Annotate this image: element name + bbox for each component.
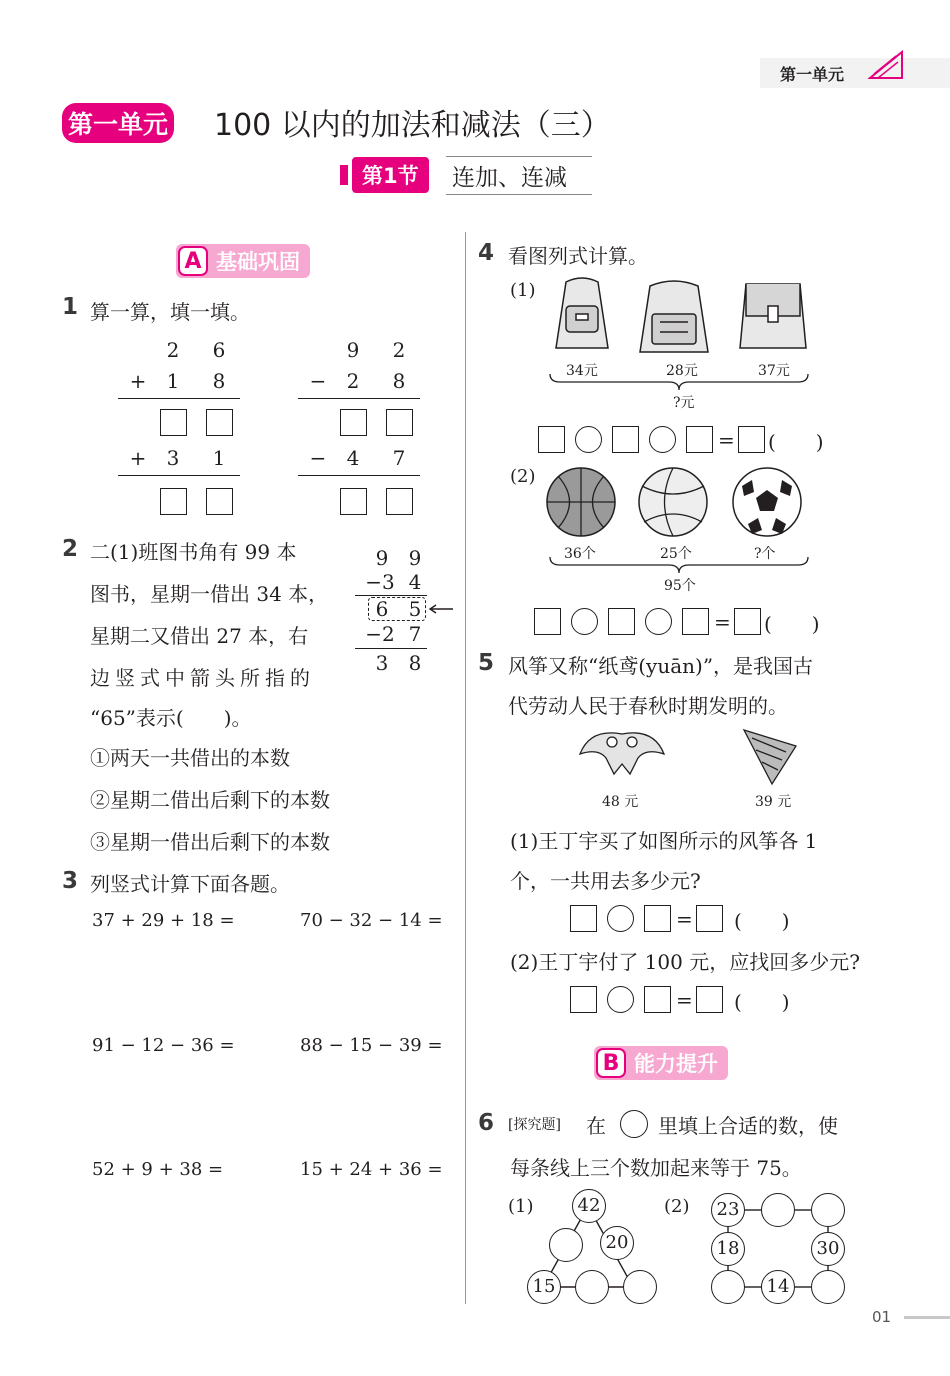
digit: 4 <box>346 446 360 470</box>
equals-sign: = <box>676 988 693 1012</box>
q4-p2-count: ?个 <box>754 546 776 562</box>
footer-bar <box>904 1316 950 1319</box>
q4-p1-price: 28元 <box>666 363 698 379</box>
operator-circle[interactable] <box>645 608 672 635</box>
unit-paren[interactable]: ( ) <box>764 612 820 636</box>
digit: 8 <box>408 651 422 675</box>
q4-p1-price: 34元 <box>566 363 598 379</box>
empty-node[interactable] <box>623 1270 657 1304</box>
q3-item: 52 + 9 + 38 = <box>92 1159 224 1180</box>
equals-sign: = <box>714 610 731 634</box>
q2-line: 星期二又借出 27 本，右 <box>90 624 309 648</box>
q2-option[interactable]: ②星期二借出后剩下的本数 <box>90 788 330 812</box>
calc-line <box>298 475 420 476</box>
digit: 2 <box>166 338 180 362</box>
answer-box[interactable] <box>206 488 233 515</box>
q3-item: 70 − 32 − 14 = <box>300 910 443 931</box>
unit-paren[interactable]: ( ) <box>734 990 790 1014</box>
q3-number: 3 <box>62 868 79 894</box>
digit: 8 <box>392 369 406 393</box>
part-a-letter: A <box>178 246 208 276</box>
digit: 7 <box>408 622 422 646</box>
digit: 9 <box>375 546 389 570</box>
q4-p1-total: ?元 <box>673 395 695 411</box>
part-b-label: 能力提升 <box>634 1052 718 1076</box>
empty-node[interactable] <box>811 1193 845 1227</box>
q4-number: 4 <box>478 240 495 266</box>
equals-sign: = <box>718 428 735 452</box>
answer-box[interactable] <box>570 986 597 1013</box>
q5-sub1-line: (1)王丁宇买了如图所示的风筝各 1 <box>510 829 818 853</box>
calc-line <box>118 475 240 476</box>
ruler-icon <box>866 48 906 82</box>
backpack-icon <box>640 281 708 352</box>
q2-line: “65”表示( )。 <box>90 706 252 730</box>
q3-item: 91 − 12 − 36 = <box>92 1035 235 1056</box>
answer-box[interactable] <box>386 488 413 515</box>
answer-box[interactable] <box>696 986 723 1013</box>
number-node: 14 <box>761 1270 795 1304</box>
section-title: 连加、连减 <box>446 156 592 195</box>
q4-part2-label: (2) <box>510 466 536 487</box>
operator: − <box>309 369 327 393</box>
digit: 4 <box>408 570 422 594</box>
digit: 3 <box>375 651 389 675</box>
empty-node[interactable] <box>711 1270 745 1304</box>
digit: 7 <box>392 446 406 470</box>
number-node: 30 <box>811 1232 845 1266</box>
q4-p2-count: 36个 <box>564 546 596 562</box>
part-b-badge <box>594 1046 728 1080</box>
part-a-label: 基础巩固 <box>216 250 300 274</box>
q3-text: 列竖式计算下面各题。 <box>90 872 290 896</box>
unit-paren[interactable]: ( ) <box>734 909 790 933</box>
operator-circle[interactable] <box>607 905 634 932</box>
answer-box[interactable] <box>644 905 671 932</box>
empty-node[interactable] <box>575 1270 609 1304</box>
digit: 5 <box>408 597 422 621</box>
answer-box[interactable] <box>734 608 761 635</box>
q4-p2-count: 25个 <box>660 546 692 562</box>
volleyball-icon <box>639 468 707 536</box>
number-node: 15 <box>527 1270 561 1304</box>
operator-circle[interactable] <box>649 426 676 453</box>
unit-paren[interactable]: ( ) <box>768 430 824 454</box>
answer-box[interactable] <box>206 409 233 436</box>
part-b-letter: B <box>596 1048 626 1078</box>
feather-kite-icon <box>744 730 796 784</box>
digit: −2 <box>365 622 395 646</box>
operator: + <box>129 446 147 470</box>
answer-box[interactable] <box>340 488 367 515</box>
arrow-left-icon <box>428 603 454 615</box>
q2-option[interactable]: ①两天一共借出的本数 <box>90 746 290 770</box>
q2-number: 2 <box>62 536 79 562</box>
brace-icon <box>548 555 810 575</box>
digit: 2 <box>346 369 360 393</box>
calc-line <box>355 648 427 649</box>
answer-box[interactable] <box>682 608 709 635</box>
digit: 2 <box>392 338 406 362</box>
q2-line: 边竖式中箭头所指的 <box>90 666 315 690</box>
digit: 9 <box>346 338 360 362</box>
answer-box[interactable] <box>538 426 565 453</box>
q5-price: 39 元 <box>755 794 792 810</box>
q2-line: 二(1)班图书角有 99 本 <box>90 540 297 564</box>
digit: 3 <box>166 446 180 470</box>
answer-box[interactable] <box>160 488 187 515</box>
unit-label: 第一单元 <box>62 103 174 143</box>
q5-line: 风筝又称“纸鸢(yuān)”，是我国古 <box>508 654 814 678</box>
page-number: 01 <box>872 1308 892 1326</box>
digit: 1 <box>212 446 226 470</box>
q5-line: 代劳动人民于春秋时期发明的。 <box>508 694 788 718</box>
circle-symbol <box>620 1110 648 1138</box>
empty-node[interactable] <box>549 1228 583 1262</box>
calc-line <box>298 398 420 399</box>
q3-item: 15 + 24 + 36 = <box>300 1159 443 1180</box>
q5-sub2: (2)王丁宇付了 100 元，应找回多少元? <box>510 950 860 974</box>
q4-text: 看图列式计算。 <box>508 244 648 268</box>
q6-part2-label: (2) <box>664 1196 690 1217</box>
digit: 1 <box>166 369 180 393</box>
digit: 6 <box>212 338 226 362</box>
q5-sub1-line: 个，一共用去多少元? <box>510 869 701 893</box>
unit-tab-label: 第一单元 <box>780 65 845 84</box>
answer-box[interactable] <box>386 409 413 436</box>
answer-box[interactable] <box>534 608 561 635</box>
q4-p2-total: 95个 <box>664 578 696 594</box>
kite-illustrations <box>576 724 806 788</box>
part-a-badge <box>176 244 310 278</box>
balls-illustrations <box>546 466 806 538</box>
equals-sign: = <box>676 907 693 931</box>
answer-box[interactable] <box>570 905 597 932</box>
q6-line: 每条线上三个数加起来等于 75。 <box>510 1156 802 1180</box>
q6-number: 6 <box>478 1110 495 1136</box>
column-divider <box>465 232 466 1304</box>
digit: 6 <box>375 597 389 621</box>
number-node: 23 <box>711 1193 745 1227</box>
q3-item: 88 − 15 − 39 = <box>300 1035 443 1056</box>
answer-box[interactable] <box>738 426 765 453</box>
empty-node[interactable] <box>811 1270 845 1304</box>
brace-icon <box>548 372 810 392</box>
section-label: 第1节 <box>352 157 429 193</box>
q5-number: 5 <box>478 650 495 676</box>
number-node: 42 <box>572 1189 606 1223</box>
operator: + <box>129 369 147 393</box>
q6-part1-label: (1) <box>508 1196 534 1217</box>
backpack-icon <box>740 284 806 348</box>
operator: − <box>309 446 327 470</box>
unit-label-badge <box>62 103 174 143</box>
q3-item: 37 + 29 + 18 = <box>92 910 235 931</box>
page-title: 100 以内的加法和减法（三） <box>214 108 611 143</box>
answer-box[interactable] <box>612 426 639 453</box>
q2-option[interactable]: ③星期一借出后剩下的本数 <box>90 830 330 854</box>
answer-box[interactable] <box>160 409 187 436</box>
q6-line: 里填上合适的数，使 <box>658 1114 838 1138</box>
answer-box[interactable] <box>696 905 723 932</box>
basketball-icon <box>547 468 615 536</box>
operator-circle[interactable] <box>607 986 634 1013</box>
number-node: 18 <box>711 1232 745 1266</box>
calc-line <box>355 595 427 596</box>
q4-p1-price: 37元 <box>758 363 790 379</box>
answer-box[interactable] <box>644 986 671 1013</box>
q5-price: 48 元 <box>602 794 639 810</box>
q1-text: 算一算，填一填。 <box>90 300 250 324</box>
number-node: 20 <box>600 1226 634 1260</box>
backpack-illustrations <box>548 276 818 358</box>
q6-tag: [探究题] <box>508 1117 561 1133</box>
digit: 8 <box>212 369 226 393</box>
empty-node[interactable] <box>761 1193 795 1227</box>
q2-line: 图书，星期一借出 34 本， <box>90 582 329 606</box>
q1-number: 1 <box>62 294 79 320</box>
backpack-icon <box>556 278 608 348</box>
section-marker <box>340 165 348 185</box>
q4-part1-label: (1) <box>510 280 536 301</box>
digit: −3 <box>365 570 395 594</box>
calc-line <box>118 398 240 399</box>
operator-circle[interactable] <box>575 426 602 453</box>
answer-box[interactable] <box>608 608 635 635</box>
digit: 9 <box>408 546 422 570</box>
operator-circle[interactable] <box>571 608 598 635</box>
answer-box[interactable] <box>686 426 713 453</box>
answer-box[interactable] <box>340 409 367 436</box>
q6-line: 在 <box>586 1114 606 1138</box>
soccer-ball-icon <box>733 468 801 536</box>
swallow-kite-icon <box>580 733 664 774</box>
